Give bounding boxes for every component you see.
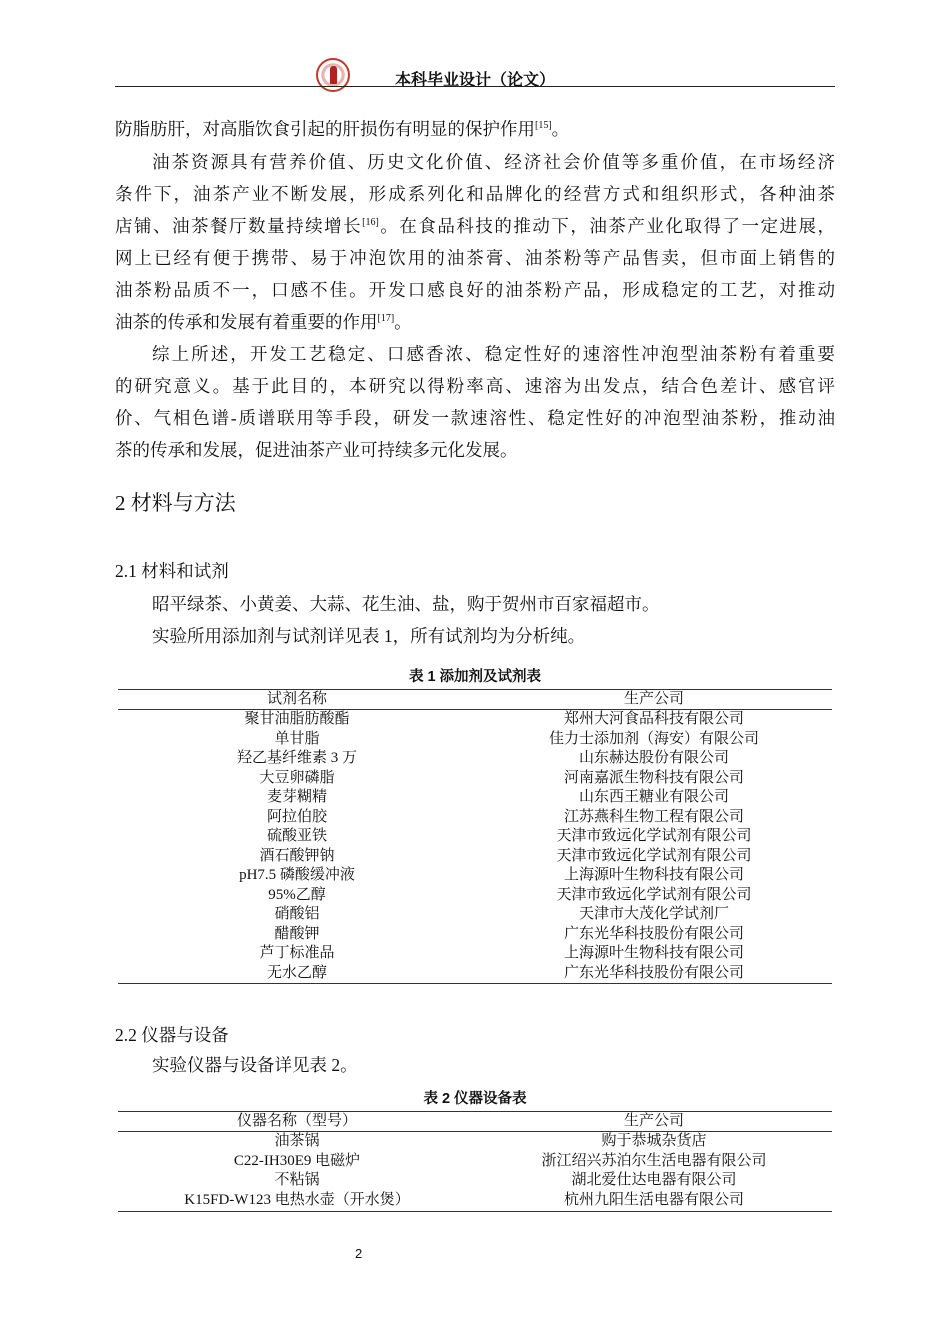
paragraph-line: 油茶资源具有营养价值、历史文化价值、经济社会价值等多重价值，在市场经济 [152,152,835,172]
page-number: 2 [355,1246,363,1261]
paragraph-line: 的研究意义。基于此目的，本研究以得粉率高、速溶为出发点，结合色差计、感官评 [115,376,835,396]
paragraph-line: 昭平绿茶、小黄姜、大蒜、花生油、盐，购于贺州市百家福超市。 [152,594,660,614]
equipment-table [118,1111,832,1213]
paragraph-line: 综上所述，开发工艺稳定、口感香浓、稳定性好的速溶性冲泡型油茶粉有着重要 [152,344,835,364]
table-row [118,1191,832,1211]
name-cell: C22-IH30E9 电磁炉 [233,1152,361,1169]
company-cell: 购于恭城杂货店 [601,1133,707,1149]
name-cell: 聚甘油脂肪酸酯 [244,711,350,727]
name-cell: 95%乙醇 [268,886,326,903]
name-cell: 酒石酸钾钠 [259,847,335,864]
name-cell: 单甘脂 [274,730,320,747]
company-cell: 浙江绍兴苏泊尔生活电器有限公司 [541,1152,767,1169]
company-cell: 天津市致远化学试剂有限公司 [556,847,752,864]
company-cell: 山东西王糖业有限公司 [578,789,729,805]
name-cell: 醋酸钾 [274,925,320,942]
company-cell: 天津市致远化学试剂有限公司 [556,828,752,844]
table-row [118,847,832,867]
table-row [118,730,832,750]
header-title: 本科毕业设计（论文） [394,72,555,89]
table-row [118,1132,832,1152]
table-row [118,1152,832,1172]
company-cell: 江苏燕科生物工程有限公司 [563,808,744,825]
table-bottom-rule [118,983,832,984]
company-cell: 山东赫达股份有限公司 [578,750,729,766]
header-cell: 仪器名称（型号） [236,1113,357,1129]
table-row [118,944,832,964]
paragraph-line: 实验仪器与设备详见表 2。 [152,1055,358,1075]
name-cell: 无水乙醇 [266,964,327,981]
subsection-heading: 2.2 仪器与设备 [115,1025,229,1045]
table-caption: 表 1 添加剂及试剂表 [408,669,542,685]
table-row [118,964,832,984]
paragraph-line: 店铺、油茶餐厅数量持续增长[16]。在食品科技的推动下，油茶产业化取得了一定进展， [115,216,836,236]
header-divider [115,86,835,87]
name-cell: 大豆卵磷脂 [259,769,335,786]
name-cell: 麦芽糊精 [266,789,327,805]
table-row [118,866,832,886]
name-cell: 不粘锅 [274,1172,320,1188]
table-row [118,710,832,730]
company-cell: 佳力士添加剂（海安）有限公司 [548,730,759,747]
company-cell: 湖北爱仕达电器有限公司 [571,1172,737,1188]
table-header-row [118,1112,832,1132]
name-cell: 硫酸亚铁 [266,828,327,844]
table-row [118,827,832,847]
company-cell: 上海源叶生物科技有限公司 [563,945,744,961]
name-cell: 油茶锅 [274,1133,320,1149]
company-cell: 郑州大河食品科技有限公司 [563,711,744,727]
paragraph-line: 茶的传承和发展，促进油茶产业可持续多元化发展。 [115,440,518,460]
table-bottom-rule [118,1211,832,1212]
table-caption: 表 2 仪器设备表 [423,1091,527,1107]
paragraph-line: 防脂肪肝，对高脂饮食引起的肝损伤有明显的保护作用[15]。 [115,119,570,139]
header-cell: 生产公司 [623,1113,684,1129]
name-cell: K15FD-W123 电热水壶（开水煲） [184,1191,410,1208]
section-heading: 2 材料与方法 [115,491,236,515]
citation: [15] [535,120,552,131]
table-row [118,788,832,808]
table-header-row [118,690,832,710]
paragraph-line: 条件下，油茶产业不断发展，形成系列化和品牌化的经营方式和组织形式，各种油茶 [115,184,835,204]
header-cell: 试剂名称 [266,691,327,707]
citation: [17] [377,313,395,324]
name-cell: pH7.5 磷酸缓冲液 [239,867,355,883]
table-row [118,905,832,925]
paragraph-line: 价、气相色谱-质谱联用等手段，研发一款速溶性、稳定性好的冲泡型油茶粉，推动油 [115,408,835,428]
paragraph-line: 网上已经有便于携带、易于冲泡饮用的油茶膏、油茶粉等产品售卖，但市面上销售的 [115,248,835,268]
name-cell: 羟乙基纤维素 3 万 [236,750,357,766]
table-row [118,1171,832,1191]
table-row [118,886,832,906]
table-row [118,925,832,945]
header-cell: 生产公司 [623,691,684,707]
company-cell: 上海源叶生物科技有限公司 [563,867,744,883]
subsection-heading: 2.1 材料和试剂 [115,561,229,581]
table-row [118,749,832,769]
name-cell: 硝酸铝 [274,906,320,922]
paragraph-line: 实验所用添加剂与试剂详见表 1，所有试剂均为分析纯。 [152,626,586,646]
name-cell: 芦丁标准品 [259,945,335,961]
paragraph-line: 油茶粉品质不一，口感不佳。开发口感良好的油茶粉产品，形成稳定的工艺，对推动 [115,280,835,300]
company-cell: 天津市大茂化学试剂厂 [578,906,729,922]
paragraph-line: 油茶的传承和发展有着重要的作用[17]。 [115,312,412,332]
table-row [118,808,832,828]
company-cell: 广东光华科技股份有限公司 [563,964,744,981]
company-cell: 广东光华科技股份有限公司 [563,925,744,942]
citation: [16] [362,217,379,228]
company-cell: 河南嘉派生物科技有限公司 [563,769,744,786]
company-cell: 杭州九阳生活电器有限公司 [563,1191,744,1208]
reagents-table [118,689,832,985]
name-cell: 阿拉伯胶 [266,808,327,825]
company-cell: 天津市致远化学试剂有限公司 [556,886,752,903]
table-row [118,769,832,789]
